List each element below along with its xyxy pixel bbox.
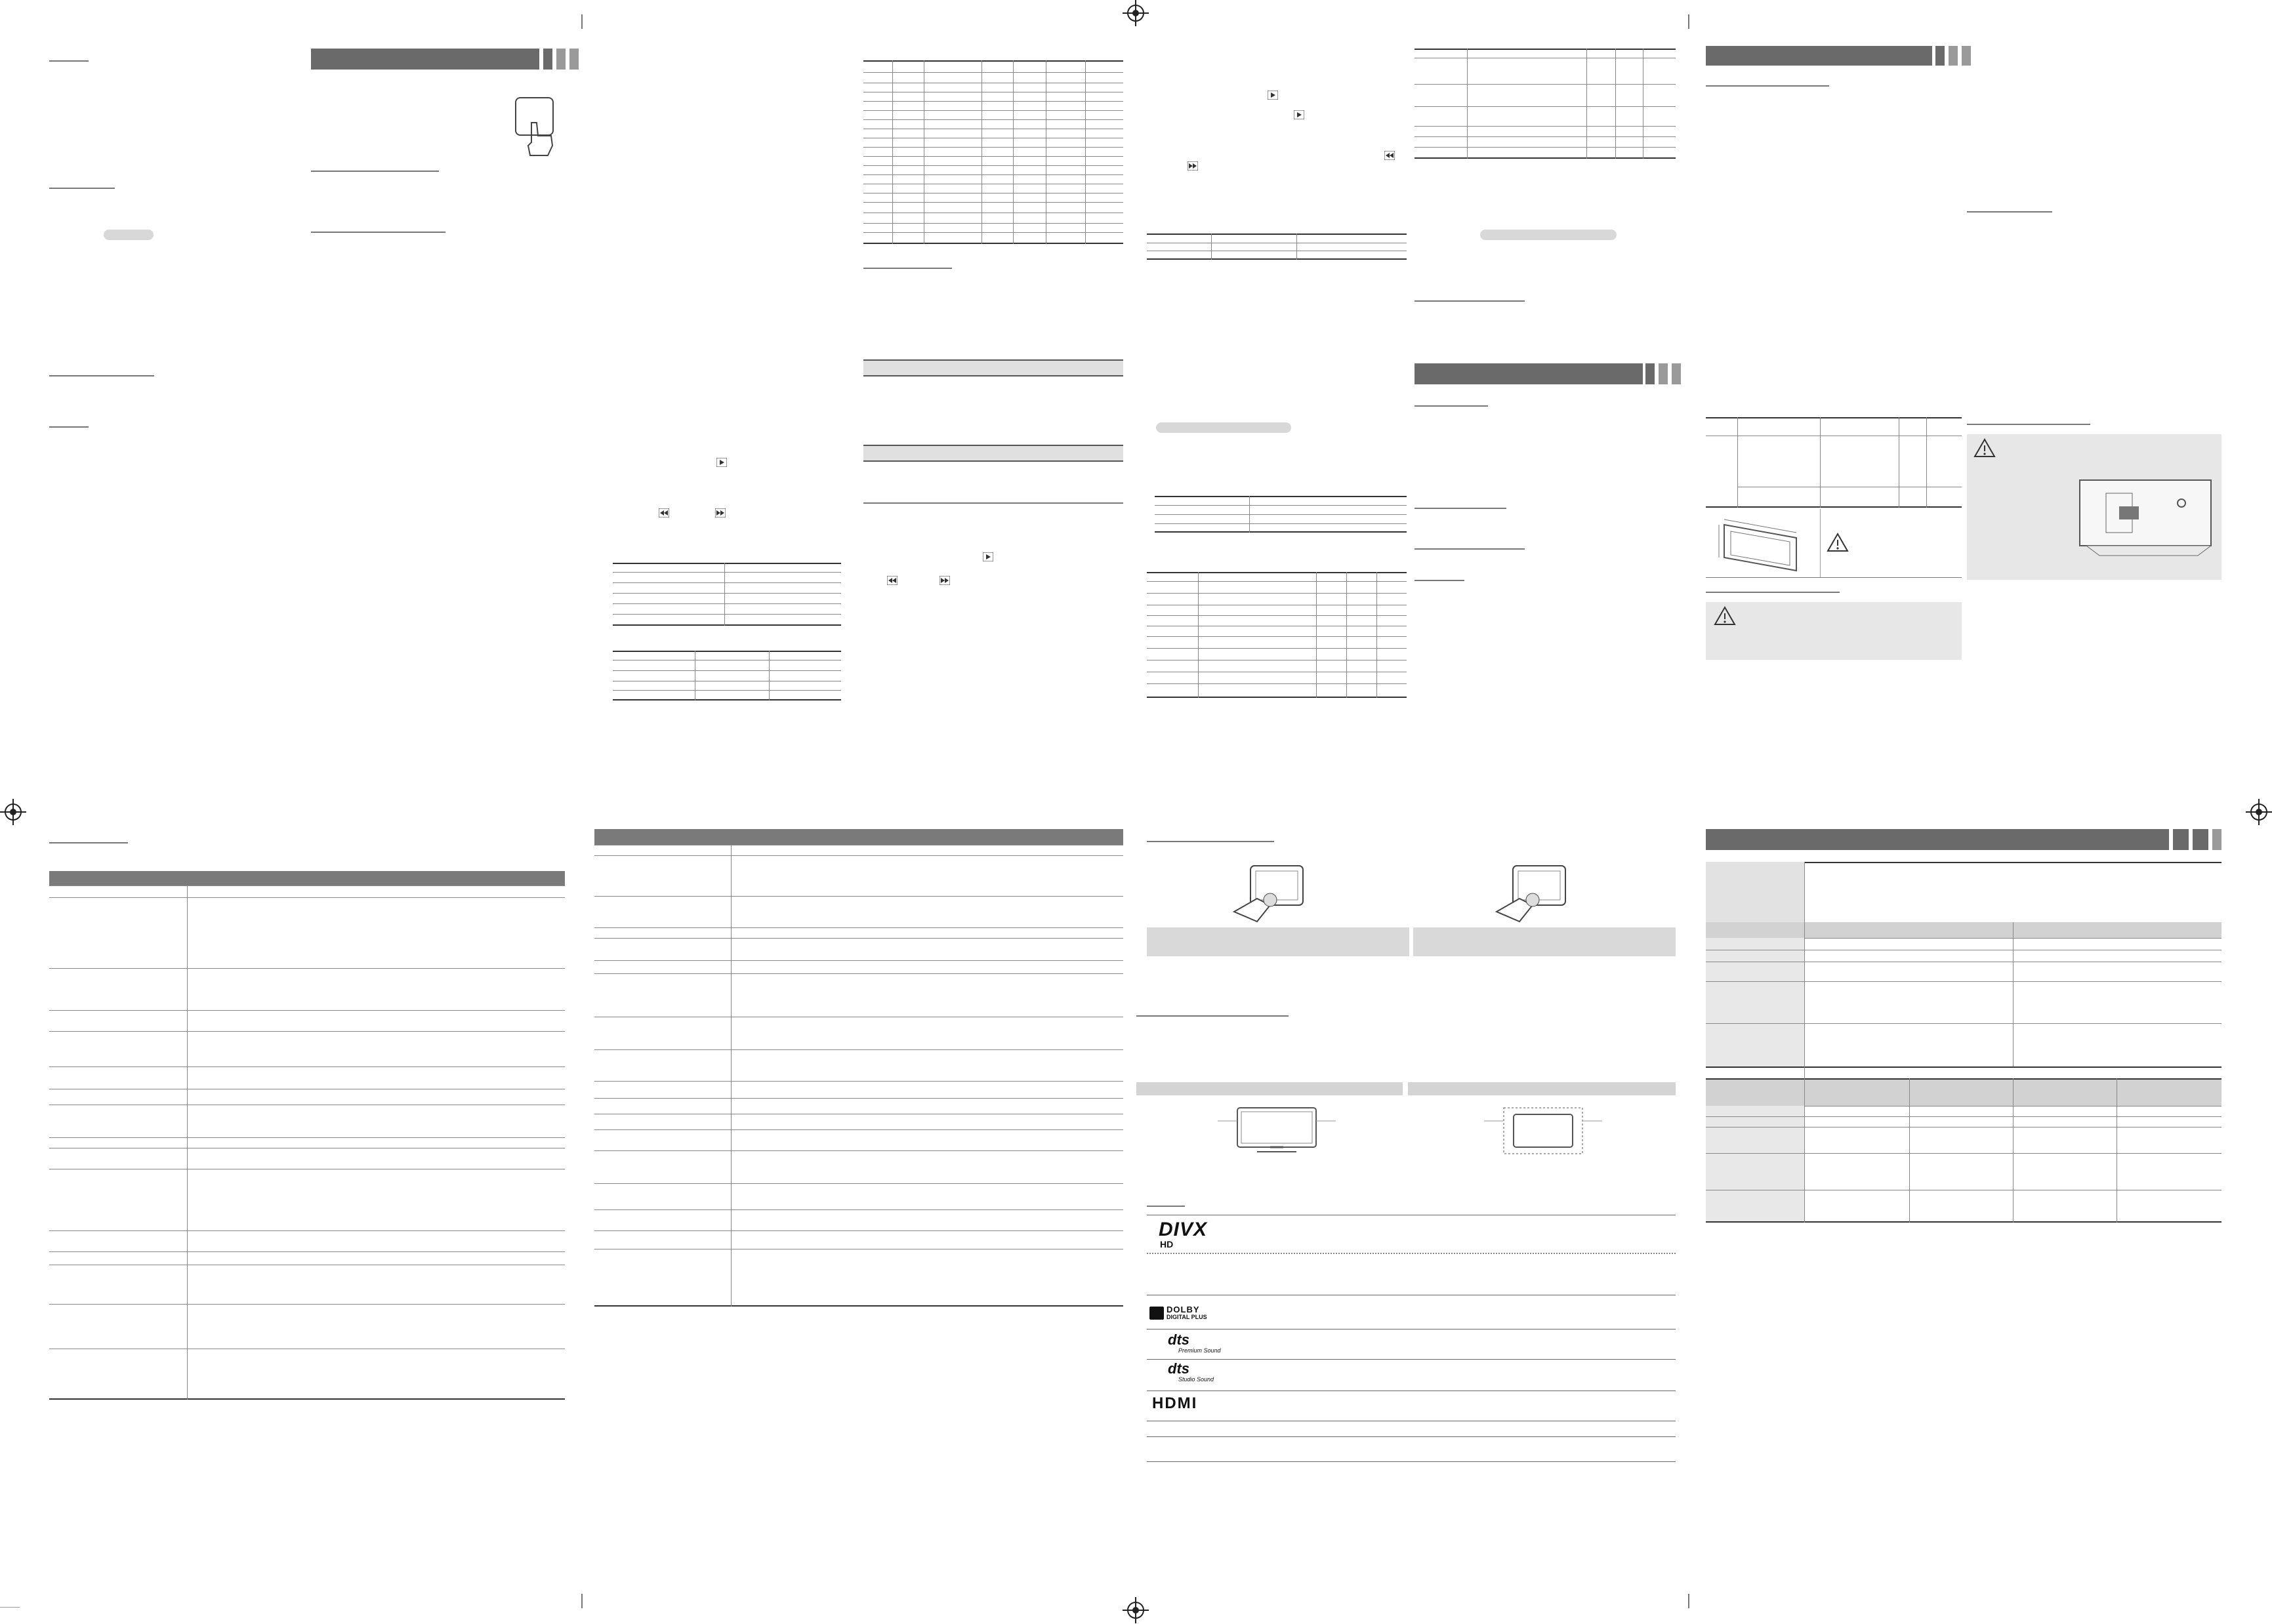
heading-rule (1967, 211, 2052, 213)
heading-rule (311, 171, 439, 172)
wall-mount-table (1706, 417, 1962, 508)
heading-rule (1147, 1206, 1185, 1207)
table-rule (863, 502, 1123, 504)
caption-box-left (1147, 927, 1409, 956)
registration-mark-icon (2246, 799, 2272, 825)
crop-mark (1688, 14, 1689, 29)
caption-box-right (1413, 927, 1676, 956)
play-icon (716, 458, 727, 467)
clearance-label-band (1136, 1082, 1403, 1095)
license-rule-dotted (1147, 1253, 1676, 1255)
small-table (1155, 496, 1407, 533)
heading-rule (49, 842, 128, 843)
heading-rule (1415, 300, 1525, 302)
heading-rule (311, 232, 445, 233)
license-rule (1147, 1359, 1676, 1360)
small-table (613, 651, 841, 700)
small-table (613, 563, 841, 626)
rewind-icon (1384, 151, 1395, 160)
section-header-tabs (2173, 829, 2221, 850)
section-header-tabs (543, 49, 579, 70)
codec-table (863, 60, 1123, 244)
heading-rule (1136, 1015, 1289, 1017)
registration-mark-icon (0, 799, 26, 825)
touch-hand-icon (525, 119, 558, 159)
registration-mark-icon (1123, 1597, 1149, 1623)
fast-forward-icon (715, 508, 726, 518)
spec-table (1415, 49, 1676, 159)
ui-label-pill (104, 230, 154, 240)
section-header-bar (1415, 363, 1643, 384)
heading-rule (1147, 841, 1274, 842)
dolby-digital-plus-logo: DOLBY DIGITAL PLUS (1149, 1305, 1207, 1320)
section-header-tabs (1645, 363, 1681, 384)
divx-hd-logo: DIVX HD (1159, 1219, 1208, 1249)
rewind-icon (887, 576, 898, 585)
heading-rule (49, 188, 115, 189)
heading-rule (1415, 405, 1488, 407)
section-header-tabs (1935, 46, 1971, 66)
crop-mark (581, 1594, 583, 1608)
license-rule (1147, 1461, 1676, 1462)
heading-rule (1415, 508, 1506, 509)
wall-mount-clearance-diagram (1484, 1105, 1602, 1157)
license-rule (1147, 1436, 1676, 1437)
crop-mark (581, 14, 583, 29)
play-icon (983, 552, 993, 561)
section-header-bar (1706, 829, 2169, 850)
small-table (1147, 233, 1407, 260)
fast-forward-icon (940, 576, 950, 585)
ui-label-pill (1480, 230, 1617, 240)
heading-rule (1706, 592, 1840, 593)
wall-mount-diagram (1711, 512, 1816, 577)
divider (1820, 509, 1821, 577)
table-rule (1706, 577, 1962, 578)
warning-triangle-icon (1827, 533, 1849, 552)
license-rule (1147, 1329, 1676, 1330)
heading-rule (1967, 424, 2090, 425)
caution-callout (1706, 602, 1962, 660)
table-header-band (863, 445, 1123, 462)
play-icon (1294, 110, 1304, 119)
fast-forward-icon (1188, 161, 1198, 171)
crop-mark (1688, 1594, 1689, 1608)
heading-rule (1415, 580, 1464, 581)
tv-wall-bracket-illustration (2067, 474, 2218, 559)
rewind-icon (659, 508, 669, 518)
section-header-bar (311, 49, 539, 70)
format-table (1147, 572, 1407, 698)
heading-rule (49, 426, 89, 428)
registration-mark-icon (1123, 0, 1149, 26)
warning-triangle-icon (1714, 606, 1736, 626)
heading-rule (1415, 548, 1525, 550)
tv-cleaning-illustration-right (1493, 859, 1572, 925)
dts-studio-sound-logo: dts Studio Sound (1168, 1360, 1214, 1383)
heading-rule (49, 60, 89, 62)
clearance-label-band (1408, 1082, 1676, 1095)
troubleshooting-table-continued (594, 829, 1123, 1307)
tv-cleaning-illustration-left (1231, 859, 1310, 925)
play-icon (1268, 91, 1278, 100)
dts-premium-sound-logo: dts Premium Sound (1168, 1331, 1221, 1354)
specifications-table (1706, 862, 2221, 1223)
hdmi-logo: HDMI (1152, 1394, 1198, 1412)
troubleshooting-table (49, 871, 565, 1400)
section-header-bar (1706, 46, 1932, 66)
heading-rule (863, 268, 952, 269)
crop-mark (0, 1607, 20, 1608)
heading-rule (1706, 85, 1829, 87)
heading-rule (49, 375, 154, 376)
warning-triangle-icon (1973, 438, 1996, 458)
ui-label-pill (1156, 422, 1291, 433)
dolby-double-d-icon (1149, 1307, 1164, 1320)
table-header-band (863, 359, 1123, 376)
tv-stand-clearance-diagram (1218, 1105, 1336, 1157)
